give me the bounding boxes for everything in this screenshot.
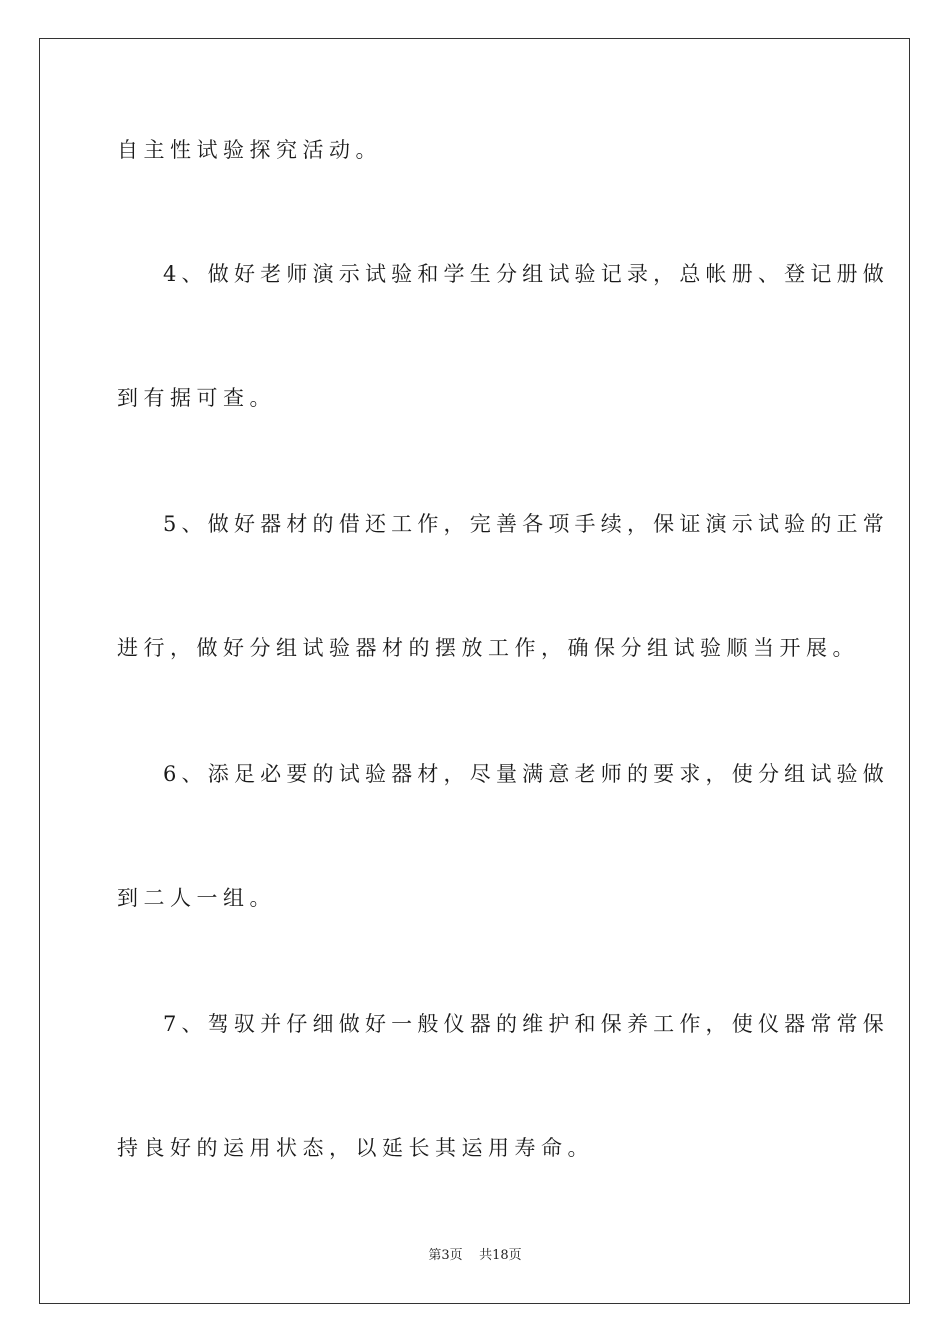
page-number: 第3页: [428, 1248, 463, 1263]
text-line-4: 5、做好器材的借还工作，完善各项手续，保证演示试验的正常: [163, 512, 889, 536]
text-line-1: 自主性试验探究活动。: [117, 138, 382, 162]
page-border: [39, 38, 910, 1304]
text-line-5: 进行，做好分组试验器材的摆放工作，确保分组试验顺当开展。: [117, 636, 859, 660]
page-footer: [0, 1247, 950, 1265]
text-line-7: 到二人一组。: [117, 886, 276, 910]
text-line-2: 4、做好老师演示试验和学生分组试验记录，总帐册、登记册做: [163, 262, 889, 286]
page-total: 共18页: [479, 1248, 522, 1263]
text-line-3: 到有据可查。: [117, 386, 276, 410]
text-line-9: 持良好的运用状态，以延长其运用寿命。: [117, 1136, 594, 1160]
text-line-6: 6、添足必要的试验器材，尽量满意老师的要求，使分组试验做: [163, 762, 889, 786]
text-line-8: 7、驾驭并仔细做好一般仪器的维护和保养工作，使仪器常常保: [163, 1012, 889, 1036]
